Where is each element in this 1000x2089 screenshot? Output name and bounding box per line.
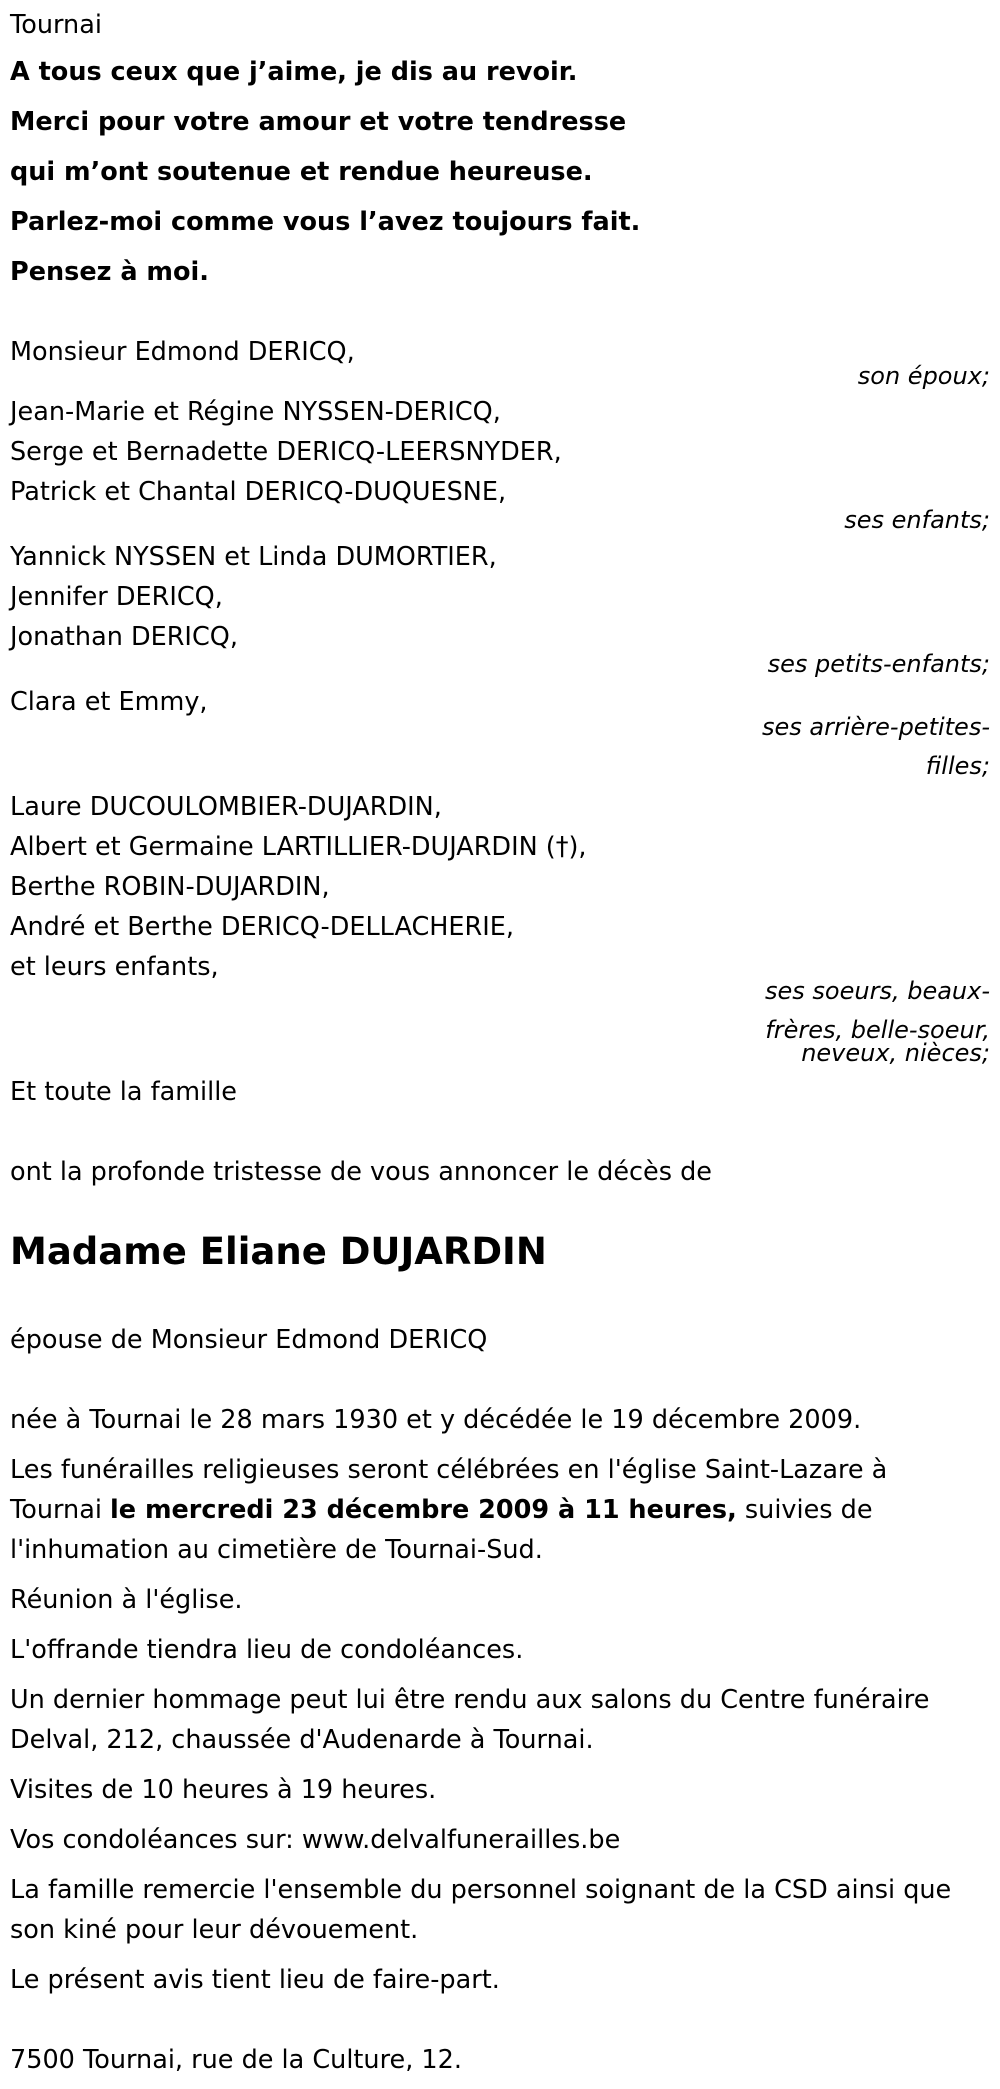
meeting: Réunion à l'église. — [10, 1585, 243, 1615]
notice: Le présent avis tient lieu de faire-part. — [10, 1965, 500, 1995]
poem-line: Pensez à moi. — [10, 257, 209, 287]
header-city: Tournai — [10, 10, 102, 40]
thanks-line: La famille remercie l'ensemble du personnel soignant de la CSD ainsi que — [10, 1875, 952, 1905]
grandchild-name: Jonathan DERICQ, — [10, 622, 238, 652]
child-name: Jean-Marie et Régine NYSSEN-DERICQ, — [10, 397, 501, 427]
tribute-line: Un dernier hommage peut lui être rendu aux salons du Centre funéraire — [10, 1685, 930, 1715]
condolences: Vos condoléances sur: www.delvalfunerailles.be — [10, 1825, 621, 1855]
child-name: Patrick et Chantal DERICQ-DUQUESNE, — [10, 477, 507, 507]
grandchild-name: Yannick NYSSEN et Linda DUMORTIER, — [10, 542, 497, 572]
spouse-label: son époux; — [857, 362, 990, 390]
great-grandchildren-name: Clara et Emmy, — [10, 687, 208, 717]
grandchildren-label: ses petits-enfants; — [767, 650, 990, 678]
siblings-label: neveux, nièces; — [801, 1039, 990, 1067]
great-grandchildren-label: filles; — [925, 752, 990, 780]
sibling-name: Berthe ROBIN-DUJARDIN, — [10, 872, 330, 902]
address: 7500 Tournai, rue de la Culture, 12. — [10, 2045, 462, 2075]
funeral-line: Les funérailles religieuses seront célébrées en l'église Saint-Lazare à — [10, 1455, 888, 1485]
funeral-date: le mercredi 23 décembre 2009 à 11 heures, — [110, 1495, 737, 1525]
grandchild-name: Jennifer DERICQ, — [10, 582, 223, 612]
thanks-line: son kiné pour leur dévouement. — [10, 1915, 419, 1945]
sibling-name: et leurs enfants, — [10, 952, 219, 982]
poem-line: Merci pour votre amour et votre tendresse — [10, 107, 627, 137]
funeral-line — [10, 1495, 873, 1525]
sibling-name: Albert et Germaine LARTILLIER-DUJARDIN (†), — [10, 832, 587, 862]
birth-death: née à Tournai le 28 mars 1930 et y décédée le 19 décembre 2009. — [10, 1405, 862, 1435]
poem-line: qui m’ont soutenue et rendue heureuse. — [10, 157, 593, 187]
child-name: Serge et Bernadette DERICQ-LEERSNYDER, — [10, 437, 562, 467]
siblings-label: ses soeurs, beaux- — [765, 977, 990, 1005]
tribute-line: Delval, 212, chaussée d'Audenarde à Tournai. — [10, 1725, 594, 1755]
spouse-of: épouse de Monsieur Edmond DERICQ — [10, 1325, 488, 1355]
funeral-followed: suivies de — [736, 1495, 873, 1525]
visits: Visites de 10 heures à 19 heures. — [10, 1775, 437, 1805]
spouse-name: Monsieur Edmond DERICQ, — [10, 337, 355, 367]
sibling-name: André et Berthe DERICQ-DELLACHERIE, — [10, 912, 514, 942]
deceased-name: Madame Eliane DUJARDIN — [10, 1230, 547, 1273]
great-grandchildren-label: ses arrière-petites- — [762, 713, 990, 741]
poem-line: A tous ceux que j’aime, je dis au revoir. — [10, 57, 578, 87]
whole-family: Et toute la famille — [10, 1077, 237, 1107]
funeral-place: Tournai — [10, 1495, 111, 1525]
offering: L'offrande tiendra lieu de condoléances. — [10, 1635, 524, 1665]
funeral-line: l'inhumation au cimetière de Tournai-Sud. — [10, 1535, 543, 1565]
siblings-label: frères, belle-soeur, — [765, 1016, 990, 1044]
poem-line: Parlez-moi comme vous l’avez toujours fait. — [10, 207, 641, 237]
announcement: ont la profonde tristesse de vous annoncer le décès de — [10, 1157, 712, 1187]
sibling-name: Laure DUCOULOMBIER-DUJARDIN, — [10, 792, 442, 822]
children-label: ses enfants; — [844, 506, 990, 534]
